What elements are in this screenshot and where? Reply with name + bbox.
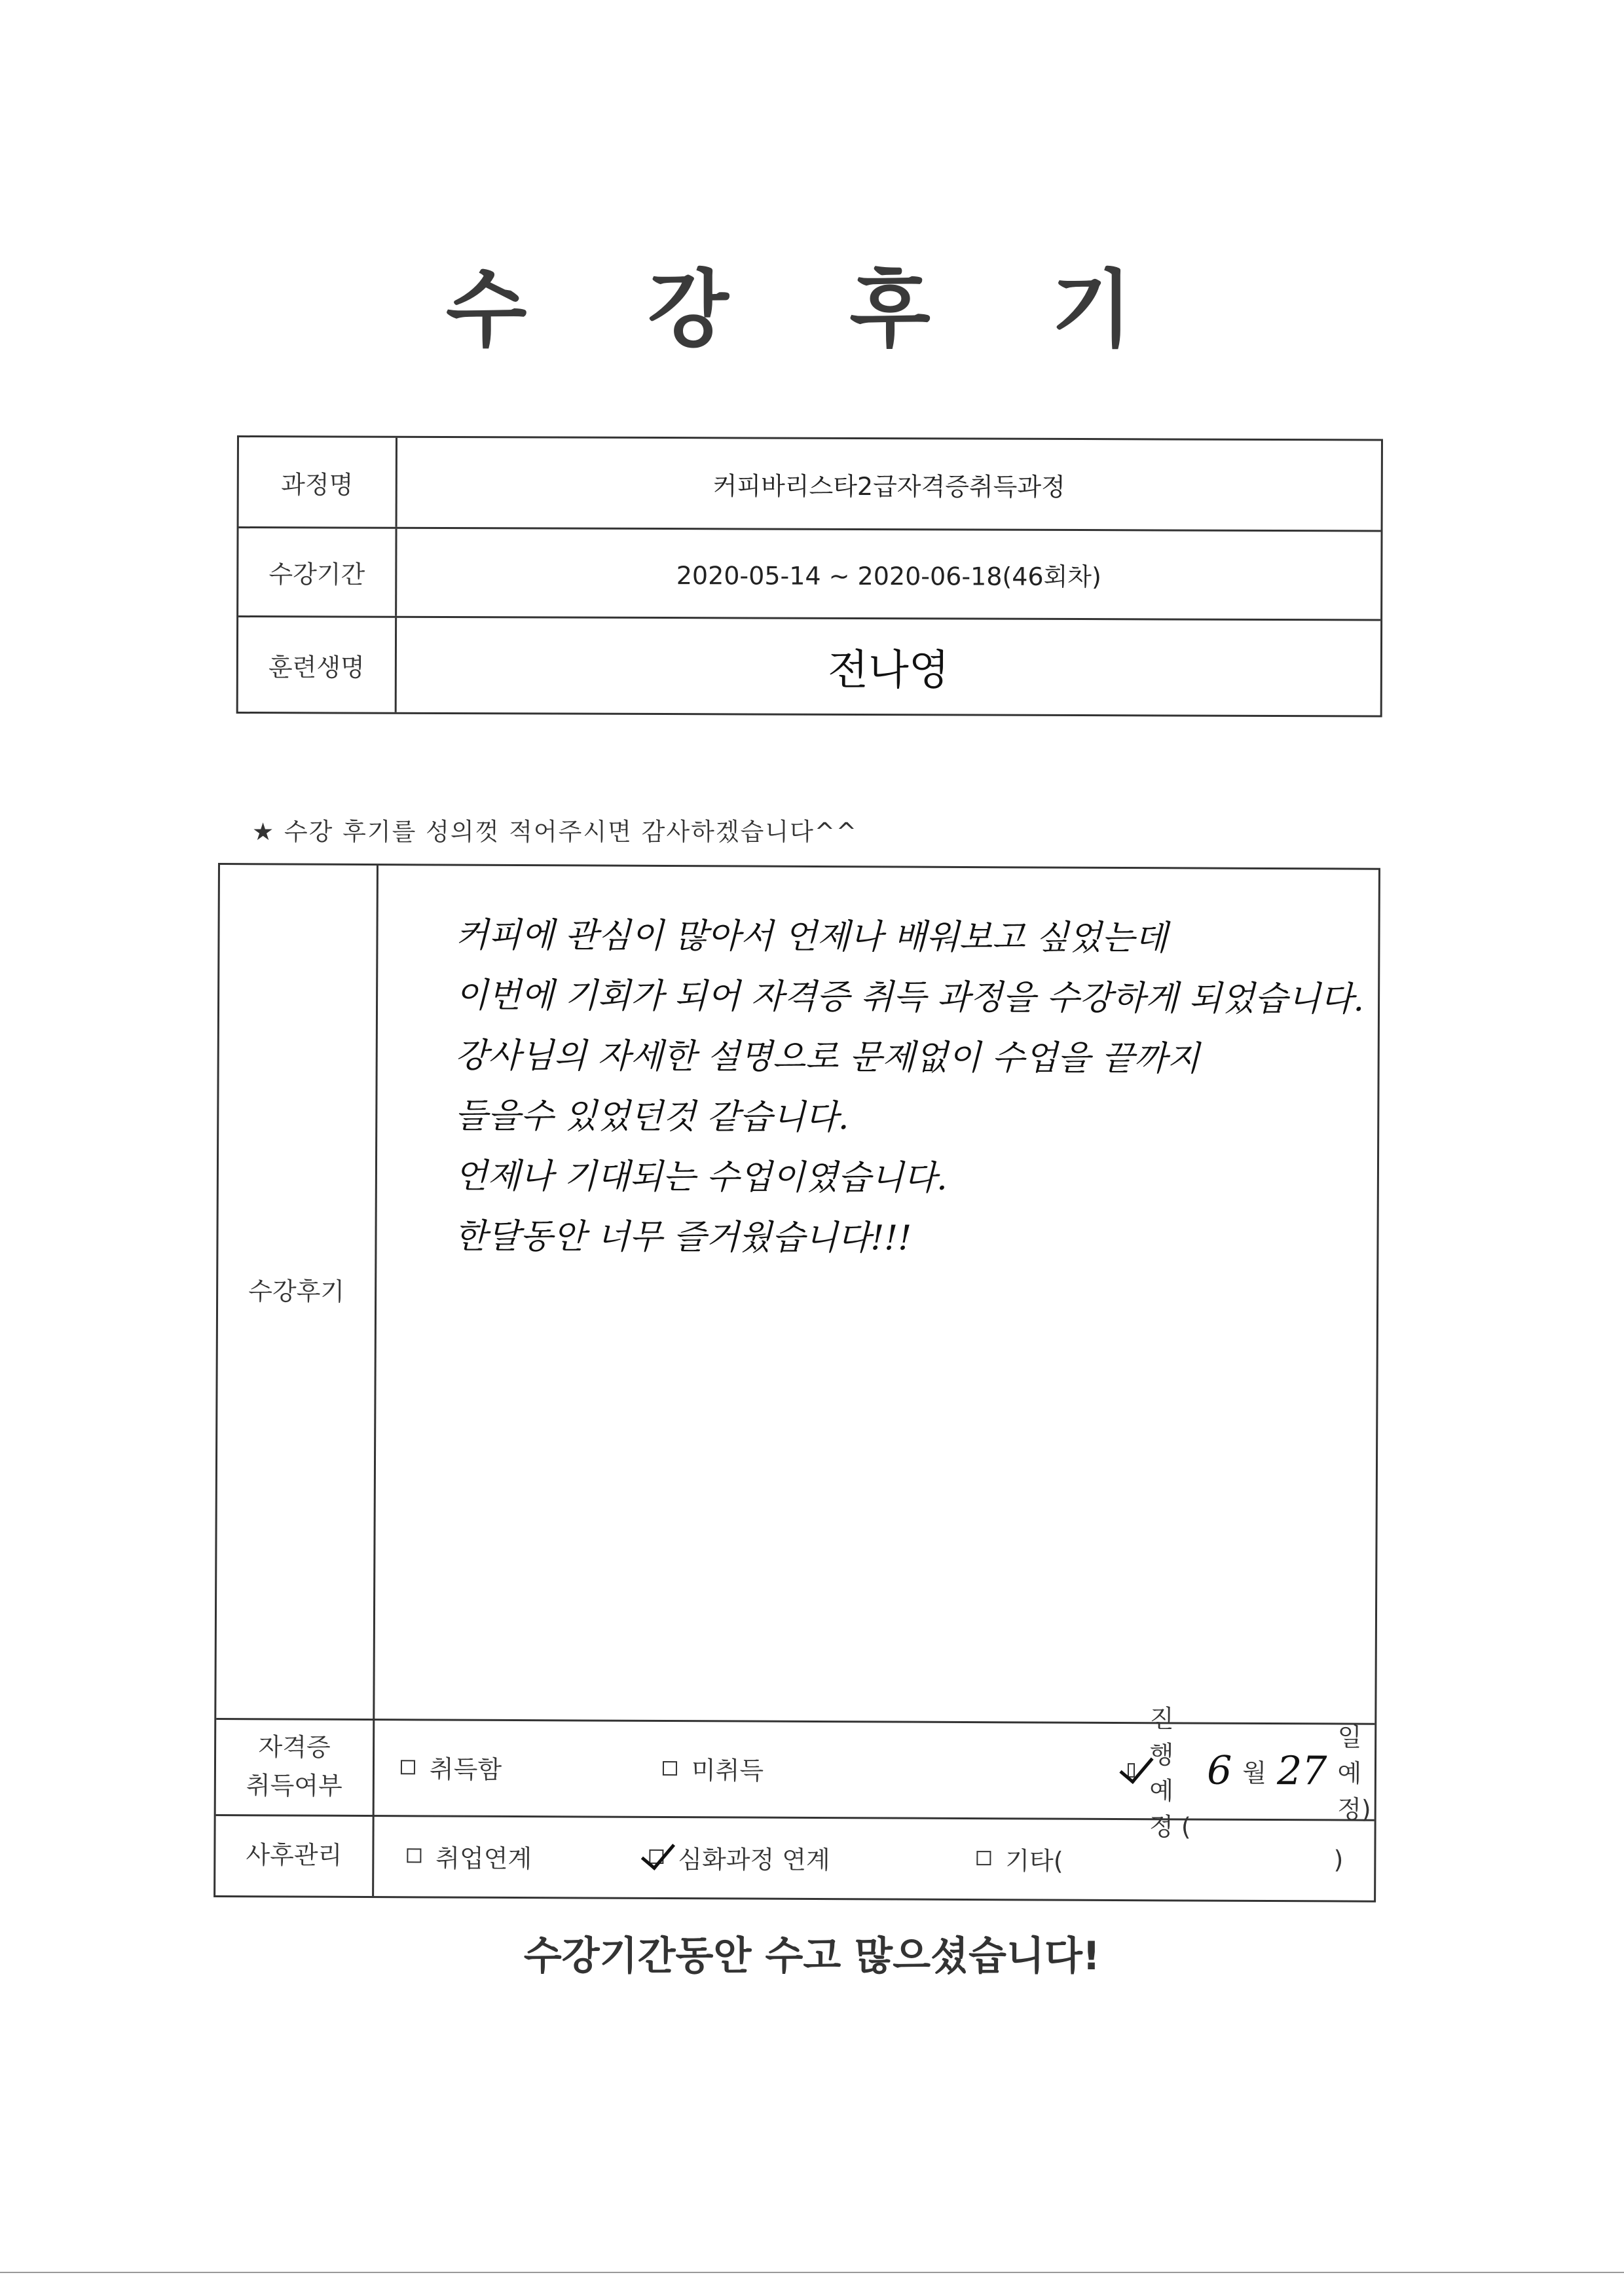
option-not-acquired[interactable] [663,1720,764,1817]
course-period-row [238,526,1380,619]
course-period-value: 2020-05-14 ~ 2020-06-18(46회차) [676,561,1101,592]
option-acquired[interactable] [401,1719,502,1815]
course-name-label: 과정명 [239,437,397,527]
month-unit: 월 [1242,1758,1267,1787]
review-line: 한달동안 너무 즐거웠습니다!!! [454,1216,912,1258]
trainee-name-row [238,615,1380,715]
checked-checkbox-icon[interactable] [1128,1763,1135,1777]
certification-label-text: 자격증 취득여부 [246,1732,342,1800]
course-period-label: 수강기간 [238,528,397,616]
planned-day: 27 [1276,1747,1327,1794]
option-acquired-label: 취득함 [429,1755,502,1784]
option-employment-label: 취업연계 [435,1843,532,1873]
review-table [213,863,1380,1903]
planned-month: 6 [1206,1747,1232,1794]
review-line: 들을수 있었던것 같습니다. [454,1096,849,1138]
aftercare-label: 사후관리 [215,1814,375,1896]
option-advanced-course[interactable] [649,1816,830,1898]
course-name-row [239,437,1381,530]
review-line: 커피에 관심이 많아서 언제나 배워보고 싶었는데 [455,915,1168,958]
trainee-name-value: 전나영 [828,646,950,695]
notice-text: ★ 수강 후기를 성의껏 적어주시면 감사하겠습니다^^ [252,818,858,846]
closing-message: 수강기간동안 수고 많으셨습니다! [523,1933,1101,1979]
checked-checkbox-icon[interactable] [649,1850,663,1864]
option-employment[interactable] [407,1815,532,1897]
course-info-table [236,435,1383,717]
option-in-progress-label: 진행예정 ( [1149,1704,1191,1841]
scan-edge-line [0,2272,1624,2273]
review-text-area [454,905,1365,1271]
checkbox-icon[interactable] [663,1760,677,1775]
option-in-progress[interactable] [1128,1704,1375,1841]
review-line: 언제나 기대되는 수업이였습니다. [454,1156,948,1198]
checkbox-icon[interactable] [407,1848,421,1863]
review-line: 강사님의 자세한 설명으로 문제없이 수업을 끝까지 [454,1036,1200,1079]
option-advanced-course-label: 심화과정 연계 [678,1844,830,1874]
review-label: 수강후기 [216,865,378,1719]
checkbox-icon[interactable] [976,1851,991,1865]
course-name-value: 커피바리스타2급자격증취득과정 [712,471,1065,501]
aftercare-options [374,1815,1375,1901]
option-other-label: 기타( [1005,1846,1063,1876]
review-line: 이번에 기회가 되어 자격증 취득 과정을 수강하게 되었습니다. [454,975,1365,1019]
option-not-acquired-label: 미취득 [691,1756,764,1785]
checkbox-icon[interactable] [401,1760,415,1774]
option-other-close: ) [1333,1845,1344,1874]
certification-label [216,1718,375,1815]
day-unit: 일 예정) [1337,1722,1371,1824]
option-other[interactable] [976,1817,1344,1900]
certification-options [375,1704,1375,1841]
trainee-name-label: 훈련생명 [238,617,397,712]
page-title: 수 강 후 기 [445,261,1179,359]
